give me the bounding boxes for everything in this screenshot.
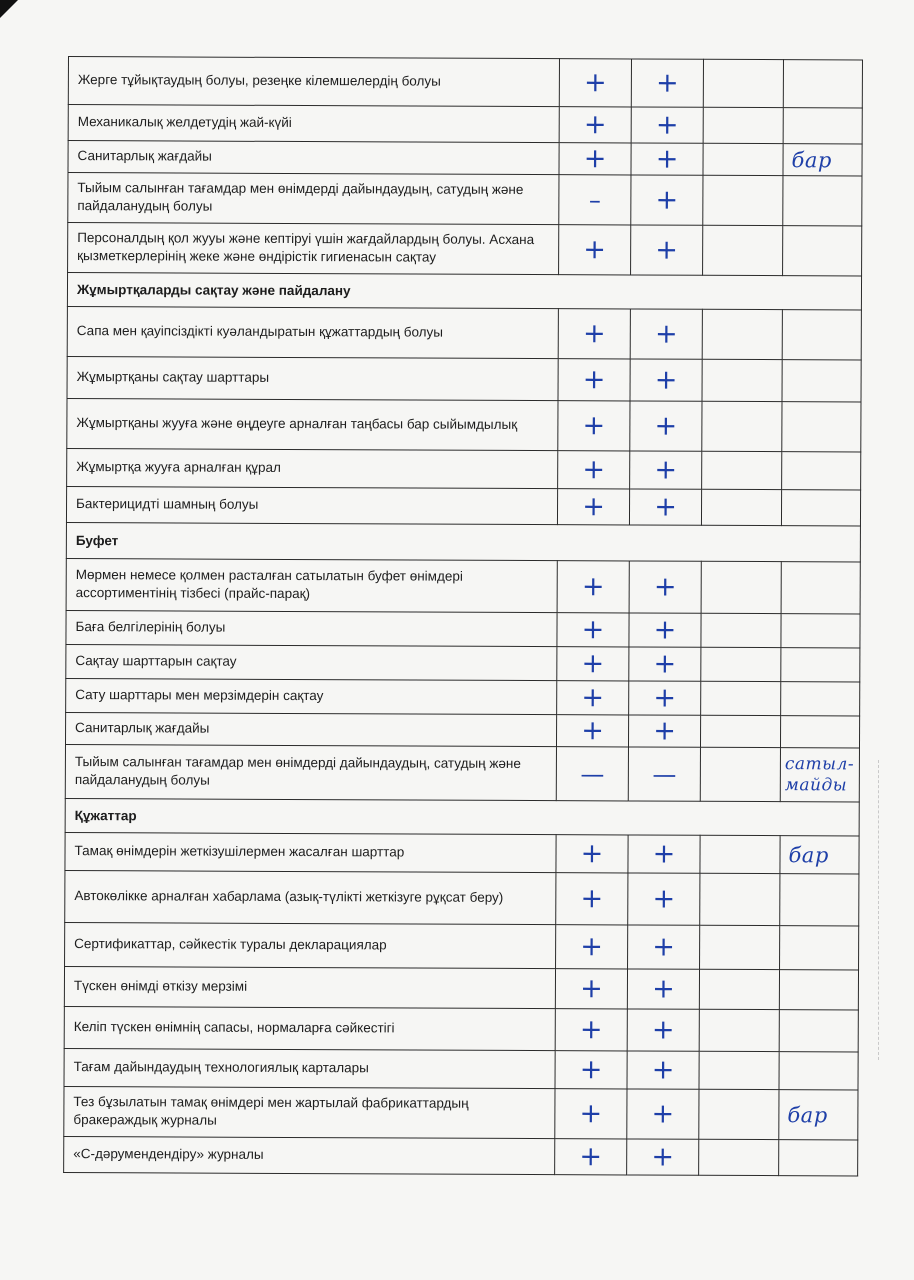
criterion-text: Жұмыртқаны сақтау шарттары [67, 356, 558, 400]
mark-second-check: + [627, 1089, 699, 1139]
criterion-text: Сертификаттар, сәйкестік туралы декларациялар [65, 922, 556, 968]
checklist-row [68, 105, 862, 144]
criterion-text: Сапа мен қауіпсіздікті куәландыратын құжаттардың болуы [67, 306, 558, 358]
criterion-text: Түскен өнімді өткізу мерзімі [64, 966, 555, 1008]
mark-second-check: + [630, 359, 702, 401]
handwritten-note: бар [779, 1090, 858, 1140]
criterion-text: Тыйым салынған тағамдар мен өнімдерді дайындаудың, сатудың және пайдаланудың болуы [68, 173, 559, 225]
handwritten-note [780, 926, 859, 970]
checklist-row [66, 558, 860, 613]
mark-first-check: + [557, 647, 629, 681]
section-title: Жұмыртқаларды сақтау және пайдалану [67, 273, 861, 310]
mark-first-check: + [556, 873, 628, 925]
empty-cell [699, 969, 779, 1009]
checklist-row [64, 1136, 858, 1175]
checklist-row [67, 356, 861, 401]
empty-cell [700, 715, 780, 747]
handwritten-note [782, 402, 861, 452]
handwritten-note [782, 452, 861, 490]
checklist-row [68, 173, 862, 226]
mark-second-check: + [630, 309, 702, 359]
mark-first-check: + [556, 925, 628, 969]
empty-cell [702, 309, 782, 359]
checklist-row [68, 141, 862, 176]
handwritten-note [783, 60, 862, 108]
mark-second-check: + [628, 873, 700, 925]
mark-first-check: + [558, 401, 630, 451]
empty-cell [703, 59, 783, 107]
empty-cell [702, 401, 782, 451]
handwritten-note [783, 226, 862, 276]
checklist-row [66, 678, 860, 715]
mark-second-check: + [631, 225, 703, 275]
mark-second-check: + [629, 681, 701, 715]
mark-first-check: + [558, 359, 630, 401]
empty-cell [703, 175, 783, 225]
criterion-text: Баға белгілерінің болуы [66, 610, 557, 646]
checklist-row [64, 1048, 858, 1089]
empty-cell [699, 1139, 779, 1175]
criterion-text: Бактерицидті шамның болуы [66, 486, 557, 524]
checklist-row [65, 832, 859, 873]
mark-second-check: + [630, 401, 702, 451]
mark-second-check: + [629, 561, 701, 613]
mark-first-check: – [559, 175, 631, 225]
mark-first-check: + [559, 225, 631, 275]
mark-first-check: + [555, 1051, 627, 1089]
empty-cell [701, 647, 781, 681]
mark-first-check: + [557, 613, 629, 647]
section-header-row [65, 798, 859, 835]
checklist-row [67, 306, 861, 359]
mark-second-check: — [628, 747, 700, 801]
criterion-text: Жерге тұйықтаудың болуы, резеңке кілемшелердің болуы [68, 57, 559, 107]
checklist-row [67, 448, 861, 489]
section-title: Құжаттар [65, 798, 859, 835]
mark-first-check: — [556, 747, 628, 801]
checklist-row [65, 870, 859, 925]
handwritten-note [781, 614, 860, 648]
handwritten-note [781, 562, 860, 614]
checklist-row [64, 966, 858, 1009]
mark-first-check: + [559, 107, 631, 143]
criterion-text: Тағам дайындаудың технологиялық карталары [64, 1048, 555, 1088]
mark-second-check: + [631, 175, 703, 225]
mark-second-check: + [628, 715, 700, 747]
criterion-text: Тамақ өнімдерін жеткізушілермен жасалған шарттар [65, 832, 556, 872]
criterion-text: Санитарлық жағдайы [65, 712, 556, 746]
mark-second-check: + [628, 925, 700, 969]
mark-first-check: + [555, 1139, 627, 1175]
mark-second-check: + [630, 451, 702, 489]
section-title: Буфет [66, 522, 860, 561]
empty-cell [699, 1051, 779, 1089]
criterion-text: Санитарлық жағдайы [68, 141, 559, 175]
mark-first-check: + [555, 1089, 627, 1139]
mark-first-check: + [556, 715, 628, 747]
handwritten-note [779, 1140, 858, 1176]
handwritten-note: бар [780, 836, 859, 874]
empty-cell [703, 225, 783, 275]
checklist-row [66, 644, 860, 681]
mark-second-check: + [631, 59, 703, 107]
criterion-text: Тез бұзылатын тамақ өнімдері мен жартылай фабрикаттардың бракераждық журналы [64, 1086, 555, 1138]
criterion-text: «С-дәрумендендіру» журналы [64, 1136, 555, 1174]
mark-first-check: + [559, 143, 631, 175]
mark-second-check: + [629, 647, 701, 681]
handwritten-note [779, 1010, 858, 1052]
mark-second-check: + [631, 107, 703, 143]
checklist-sheet [63, 56, 868, 1175]
section-header-row [67, 273, 861, 310]
criterion-text: Тыйым салынған тағамдар мен өнімдерді дайындаудың, сатудың және пайдаланудың болуы [65, 744, 556, 800]
criterion-text: Келіп түскен өнімнің сапасы, нормаларға сәйкестігі [64, 1006, 555, 1050]
checklist-row [64, 1006, 858, 1051]
empty-cell [703, 143, 783, 175]
empty-cell [700, 873, 780, 925]
handwritten-note [780, 874, 859, 926]
criterion-text: Сақтау шарттарын сақтау [66, 644, 557, 680]
mark-first-check: + [558, 451, 630, 489]
criterion-text: Персоналдың қол жууы және кептіруі үшін жағдайлардың болуы. Асхана қызметкерлерінің жеке және өндірістік гигиенасын сақтау [68, 223, 559, 275]
mark-second-check: + [627, 969, 699, 1009]
mark-first-check: + [557, 681, 629, 715]
mark-second-check: + [627, 1009, 699, 1051]
mark-first-check: + [557, 489, 629, 525]
empty-cell [700, 925, 780, 969]
handwritten-note [779, 970, 858, 1010]
criterion-text: Механикалық желдетудің жай-күйі [68, 105, 559, 143]
empty-cell [701, 561, 781, 613]
checklist-row [68, 57, 862, 108]
mark-first-check: + [555, 1009, 627, 1051]
mark-first-check: + [556, 835, 628, 873]
empty-cell [701, 489, 781, 525]
criterion-text: Сату шарттары мен мерзімдерін сақтау [66, 678, 557, 714]
criterion-text: Жұмыртқаны жууға және өңдеуге арналған таңбасы бар сыйымдылық [67, 398, 558, 450]
checklist-row [64, 1086, 858, 1139]
handwritten-note [783, 176, 862, 226]
empty-cell [701, 681, 781, 715]
empty-cell [699, 1089, 779, 1139]
section-header-row [66, 522, 860, 561]
page-corner-shadow [0, 0, 18, 18]
checklist-row [67, 398, 861, 451]
checklist-row [65, 922, 859, 969]
mark-first-check: + [559, 59, 631, 107]
inspection-checklist-table [63, 56, 863, 1176]
checklist-row [65, 744, 859, 801]
empty-cell [699, 1009, 779, 1051]
checklist-row [65, 712, 859, 747]
empty-cell [702, 359, 782, 401]
handwritten-note: бар [783, 144, 862, 176]
handwritten-note [781, 682, 860, 716]
empty-cell [700, 835, 780, 873]
page-edge-line [878, 760, 879, 1060]
empty-cell [703, 107, 783, 143]
mark-first-check: + [557, 561, 629, 613]
mark-second-check: + [631, 143, 703, 175]
handwritten-note [782, 310, 861, 360]
checklist-row [66, 486, 860, 525]
criterion-text: Автокөлікке арналған хабарлама (азық-түлікті жеткізуге рұқсат беру) [65, 870, 556, 924]
mark-second-check: + [628, 835, 700, 873]
mark-second-check: + [627, 1051, 699, 1089]
handwritten-note [782, 360, 861, 402]
criterion-text: Мөрмен немесе қолмен расталған сатылатын буфет өнімдері ассортиментінің тізбесі (прайс-парақ) [66, 558, 557, 612]
checklist-row [68, 223, 862, 276]
empty-cell [700, 747, 780, 801]
empty-cell [702, 451, 782, 489]
handwritten-note [781, 490, 860, 526]
criterion-text: Жұмыртқа жууға арналған құрал [67, 448, 558, 488]
handwritten-note: сатыл-майды [780, 748, 859, 802]
mark-second-check: + [629, 489, 701, 525]
mark-second-check: + [627, 1139, 699, 1175]
mark-second-check: + [629, 613, 701, 647]
handwritten-note [781, 648, 860, 682]
mark-first-check: + [558, 309, 630, 359]
handwritten-note [780, 716, 859, 748]
handwritten-note [779, 1052, 858, 1090]
empty-cell [701, 613, 781, 647]
handwritten-note [783, 108, 862, 144]
checklist-row [66, 610, 860, 647]
mark-first-check: + [555, 969, 627, 1009]
